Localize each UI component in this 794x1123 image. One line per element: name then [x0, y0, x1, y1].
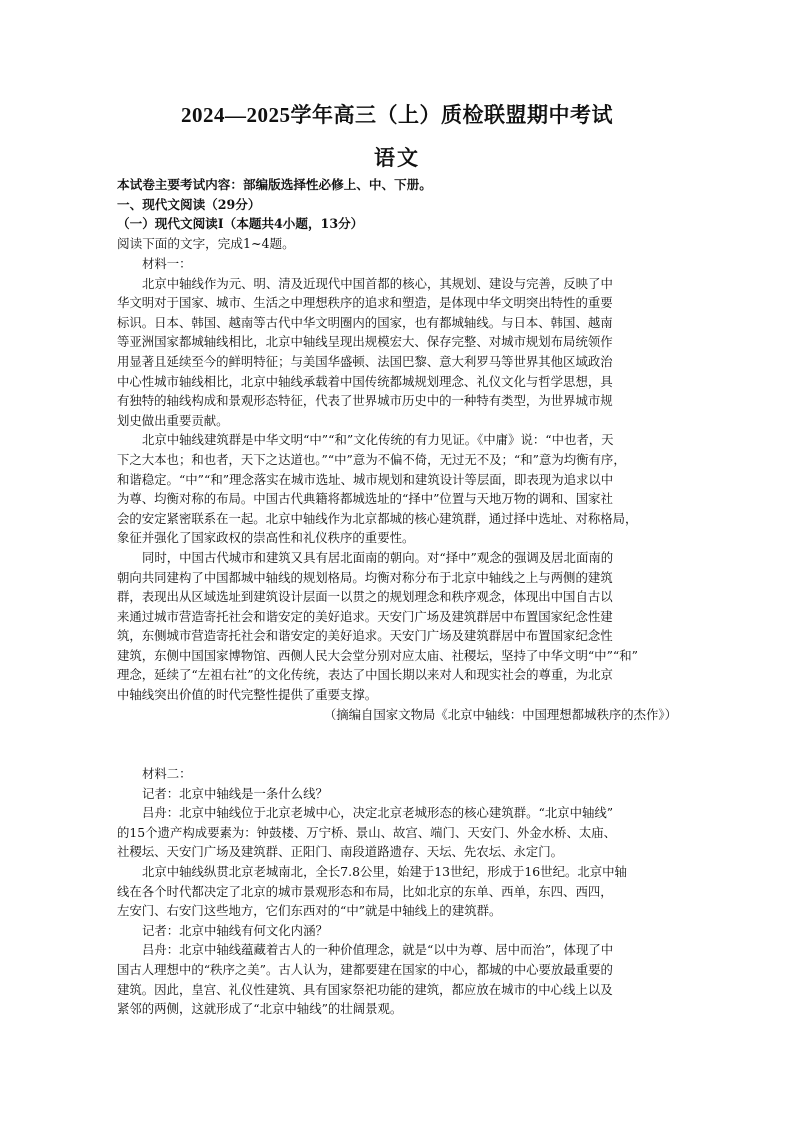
text-line: 社稷坛、天安门广场及建筑群、正阳门、南段道路遗存、天坛、先农坛、永定门。 [117, 844, 564, 860]
text-line: 群，表现出从区域选址到建筑设计层面一以贯之的规划理念和秩序观念，体现出中国自古以 [117, 589, 613, 605]
text-line: 理念，延续了“左祖右社”的文化传统，表达了中国长期以来对人和现实社会的尊重，为北京 [117, 667, 613, 683]
material-one-label: 材料一： [142, 256, 192, 271]
section-heading: 一、现代文阅读（29分） [117, 196, 261, 212]
material-two-label: 材料二： [142, 766, 192, 781]
text-line: 同时，中国古代城市和建筑又具有居北面南的朝向。对“择中”观念的强调及居北面南的 [142, 549, 614, 565]
text-line: 建筑。因此，皇宫、礼仪性建筑、具有国家祭祀功能的建筑，都应放在城市的中心线上以及 [117, 981, 613, 997]
reading-instruction: 阅读下面的文字，完成1~4题。 [117, 235, 295, 251]
text-line: 用显著且延续至今的鲜明特征；与美国华盛顿、法国巴黎、意大利罗马等世界其他区域政治 [117, 353, 613, 369]
text-line: 北京中轴线作为元、明、清及近现代中国首都的核心，其规划、建设与完善，反映了中 [142, 275, 613, 291]
text-line: 吕舟：北京中轴线位于北京老城中心，决定北京老城形态的核心建筑群。“北京中轴线” [142, 805, 614, 821]
text-line: 中轴线突出价值的时代完整性提供了重要支撑。 [117, 687, 378, 703]
text-line: 紧邻的两侧，这就形成了“北京中轴线”的壮阔景观。 [117, 1001, 403, 1017]
material-one-paragraph-2 [117, 430, 677, 548]
text-line: 象征并强化了国家政权的崇高性和礼仪秩序的重要性。 [117, 530, 415, 546]
text-line: 等亚洲国家都城轴线相比，北京中轴线呈现出规模宏大、保存完整、对城市规划布局统领作 [117, 334, 613, 350]
reporter-question-2: 记者：北京中轴线有何文化内涵？ [142, 922, 328, 938]
text-line: 中心性城市轴线相比，北京中轴线承载着中国传统都城规划理念、礼仪文化与哲学思想，具 [117, 373, 613, 389]
exam-title: 2024—2025学年高三（上）质检联盟期中考试 [181, 103, 613, 127]
text-line: 华文明对于国家、城市、生活之中理想秩序的追求和塑造，是体现中华文明突出特性的重要 [117, 295, 613, 311]
text-line: 为尊、均衡对称的布局。中国古代典籍将都城选址的“择中”位置与天地万物的调和、国家社 [117, 491, 613, 507]
text-line: 左安门、右安门这些地方，它们东西对的“中”就是中轴线上的建筑群。 [117, 903, 502, 919]
text-line: 吕舟：北京中轴线蕴藏着古人的一种价值理念，就是“以中为尊、居中而治”，体现了中 [142, 942, 614, 958]
intro-block [117, 175, 677, 253]
subject-title: 语文 [374, 145, 420, 170]
answer-2 [117, 940, 677, 1018]
text-line: 有独特的轴线构成和景观形态特征，代表了世界城市历史中的一种特有类型，为世界城市规 [117, 393, 613, 409]
material-one-source: （摘编自国家文物局《北京中轴线：中国理想都城秩序的杰作》） [323, 706, 677, 722]
text-line: 标识。日本、韩国、越南等古代中华文明圈内的国家，也有都城轴线。与日本、韩国、越南 [117, 314, 613, 330]
material-one-paragraph-3 [117, 548, 677, 705]
text-line: 建筑，东侧中国国家博物馆、西侧人民大会堂分别对应太庙、社稷坛，坚持了中华文明“中”“和” [117, 647, 638, 663]
exam-scope: 本试卷主要考试内容：部编版选择性必修上、中、下册。 [117, 177, 432, 192]
text-line: 划史做出重要贡献。 [117, 412, 229, 428]
text-line: 朝向共同建构了中国都城中轴线的规划格局。均衡对称分布于北京中轴线之上与两侧的建筑 [117, 569, 613, 585]
answer-1 [117, 803, 677, 862]
material-two [117, 764, 677, 1019]
reporter-question-1: 记者：北京中轴线是一条什么线？ [142, 785, 328, 801]
text-line: 和谐稳定。“中”“和”理念落实在城市选址、城市规划和建筑设计等层面，即表现为追求以中 [117, 471, 614, 487]
text-line: 国古人理想中的“秩序之美”。古人认为，建都要建在国家的中心，都城的中心要放最重要的 [117, 961, 613, 977]
text-line: 线在各个时代都决定了北京的城市景观形态和布局，比如北京的东单、西单，东四、西四， [117, 883, 613, 899]
text-line: 的15个遗产构成要素为：钟鼓楼、万宁桥、景山、故宫、端门、天安门、外金水桥、太庙、 [117, 824, 617, 840]
material-one [117, 254, 677, 724]
text-line: 来通过城市营造寄托社会和谐安定的美好追求。天安门广场及建筑群居中布置国家纪念性建 [117, 608, 613, 624]
text-line: 北京中轴线纵贯北京老城南北，全长7.8公里，始建于13世纪，形成于16世纪。北京中轴 [142, 863, 627, 879]
material-one-paragraph-1 [117, 274, 677, 431]
answer-1-continued [117, 862, 677, 921]
text-line: 北京中轴线建筑群是中华文明“中”“和”文化传统的有力见证。《中庸》说：“中也者，天 [142, 432, 614, 448]
text-line: 下之大本也；和也者，天下之达道也。”“中”意为不偏不倚，无过无不及；“和”意为均衡有序， [117, 451, 626, 467]
text-line: 筑，东侧城市营造寄托社会和谐安定的美好追求。天安门广场及建筑群居中布置国家纪念性 [117, 628, 613, 644]
text-line: 会的安定紧密联系在一起。北京中轴线作为北京都城的核心建筑群，通过择中选址、对称格局， [117, 510, 638, 526]
subsection-heading: （一）现代文阅读I（本题共4小题，13分） [117, 216, 364, 232]
